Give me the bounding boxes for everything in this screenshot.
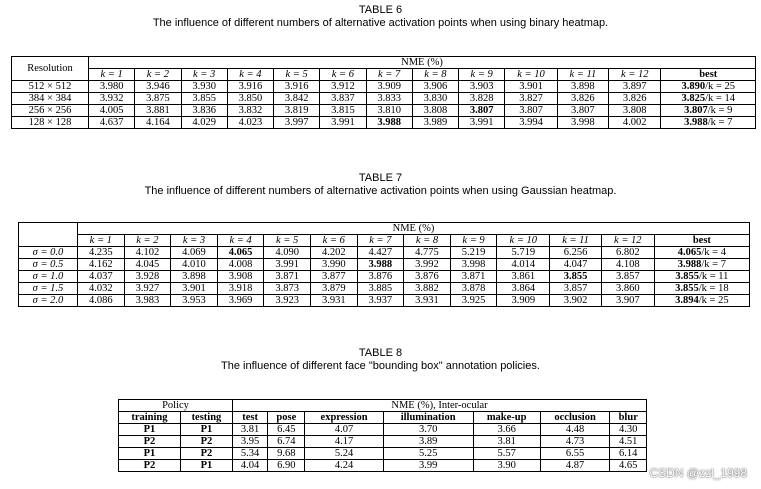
column-header: k = 7 [366, 69, 412, 81]
table-cell: 3.876 [404, 271, 451, 283]
table-cell: 4.17 [305, 436, 383, 448]
table-cell: 3.901 [505, 81, 558, 93]
column-header: k = 1 [89, 69, 135, 81]
table-row [119, 436, 647, 448]
table8-title: TABLE 8 [358, 347, 403, 359]
best-cell [654, 283, 749, 295]
table-cell: 3.946 [135, 81, 181, 93]
table-cell: 3.918 [217, 283, 264, 295]
best-k: /k = 7 [707, 117, 733, 128]
table-cell: 3.871 [264, 271, 311, 283]
row-label: 128 × 128 [12, 117, 89, 129]
table-cell: 4.202 [310, 247, 357, 259]
column-header: k = 12 [601, 235, 654, 247]
table-cell: 3.808 [412, 105, 458, 117]
table-cell: 3.909 [366, 81, 412, 93]
table-cell: 5.57 [473, 448, 540, 460]
row-label: σ = 0.5 [19, 259, 78, 271]
row-label: 256 × 256 [12, 105, 89, 117]
column-header: k = 10 [497, 235, 550, 247]
column-header: k = 8 [404, 235, 451, 247]
watermark: CSDN @zzl_1998 [649, 466, 747, 480]
table-cell: 4.005 [89, 105, 135, 117]
table-cell: 4.065 [217, 247, 264, 259]
table-cell: 4.010 [171, 259, 218, 271]
table-cell: 3.930 [181, 81, 227, 93]
table-cell: 4.24 [305, 460, 383, 472]
row-label: σ = 1.0 [19, 271, 78, 283]
table-cell: 3.857 [550, 283, 602, 295]
table-cell: 4.775 [404, 247, 451, 259]
table-row [19, 271, 750, 283]
best-k: /k = 9 [707, 105, 733, 116]
training-cell: P1 [119, 448, 181, 460]
table-cell: 3.860 [601, 283, 654, 295]
best-cell [654, 295, 749, 307]
table-cell: 3.857 [601, 271, 654, 283]
column-header: k = 2 [135, 69, 181, 81]
best-value: 3.890 [681, 81, 706, 92]
column-header: k = 8 [412, 69, 458, 81]
table-cell: 6.90 [268, 460, 305, 472]
table-cell: 4.51 [610, 436, 647, 448]
column-header: k = 5 [274, 69, 320, 81]
best-k: /k = 7 [701, 259, 726, 270]
table-cell: 3.903 [459, 81, 505, 93]
table-cell: 4.30 [610, 424, 647, 436]
table-cell: 4.014 [497, 259, 550, 271]
table-cell: 9.68 [268, 448, 305, 460]
column-header: expression [305, 412, 383, 424]
table-cell: 5.34 [233, 448, 268, 460]
table-cell: 4.069 [171, 247, 218, 259]
table-cell: 3.931 [404, 295, 451, 307]
table-cell: 3.980 [89, 81, 135, 93]
table-row [119, 460, 647, 472]
table-cell: 3.909 [497, 295, 550, 307]
group-header: NME (%), Inter-ocular [233, 400, 647, 412]
table-cell: 3.998 [557, 117, 608, 129]
row-label: 384 × 384 [12, 93, 89, 105]
group-header: NME (%) [78, 223, 750, 235]
table-cell: 4.07 [305, 424, 383, 436]
table-cell: 3.988 [357, 259, 404, 271]
column-header: k = 4 [217, 235, 264, 247]
table-cell: 6.45 [268, 424, 305, 436]
table-cell: 3.99 [383, 460, 473, 472]
table-cell: 5.25 [383, 448, 473, 460]
table-cell: 6.55 [540, 448, 610, 460]
column-header-row [12, 69, 756, 81]
table-row [19, 259, 750, 271]
table-cell: 3.953 [171, 295, 218, 307]
table-cell: 3.881 [135, 105, 181, 117]
table-cell: 4.032 [78, 283, 125, 295]
table-cell: 3.927 [124, 283, 171, 295]
testing-cell: P2 [180, 448, 232, 460]
column-header: test [233, 412, 268, 424]
table-cell: 3.878 [450, 283, 497, 295]
table-cell: 3.850 [227, 93, 273, 105]
table-cell: 3.827 [505, 93, 558, 105]
column-header: k = 6 [310, 235, 357, 247]
table-cell: 3.855 [550, 271, 602, 283]
table6 [11, 56, 756, 129]
column-header-row [119, 412, 647, 424]
row-header: Resolution [12, 57, 89, 81]
best-cell [661, 81, 756, 93]
table-cell: 3.836 [181, 105, 227, 117]
table-cell: 3.833 [366, 93, 412, 105]
table-cell: 3.861 [497, 271, 550, 283]
policy-column-header: testing [180, 412, 232, 424]
table-row [12, 117, 756, 129]
table-cell: 3.830 [412, 93, 458, 105]
table-cell: 3.819 [274, 105, 320, 117]
training-cell: P2 [119, 460, 181, 472]
table7-title: TABLE 7 [358, 172, 403, 184]
table-cell: 4.102 [124, 247, 171, 259]
table-cell: 4.73 [540, 436, 610, 448]
column-header: k = 9 [450, 235, 497, 247]
best-k: /k = 14 [705, 93, 735, 104]
table-cell: 3.932 [89, 93, 135, 105]
policy-column-header: training [119, 412, 181, 424]
table-body [119, 424, 647, 472]
testing-cell: P1 [180, 460, 232, 472]
best-value: 4.065 [677, 247, 702, 258]
best-value: 3.988 [677, 259, 702, 270]
table-cell: 3.908 [217, 271, 264, 283]
testing-cell: P1 [180, 424, 232, 436]
table-cell: 3.89 [383, 436, 473, 448]
best-k: /k = 25 [705, 81, 735, 92]
table-cell: 3.969 [217, 295, 264, 307]
best-cell [654, 271, 749, 283]
table-row [19, 295, 750, 307]
table-cell: 4.090 [264, 247, 311, 259]
best-value: 3.807 [684, 105, 708, 116]
table-cell: 3.855 [181, 93, 227, 105]
column-header: pose [268, 412, 305, 424]
testing-cell: P2 [180, 436, 232, 448]
column-header: k = 3 [181, 69, 227, 81]
table-cell: 4.029 [181, 117, 227, 129]
best-value: 3.894 [675, 295, 699, 306]
table8-caption: The influence of different face "bounding box" annotation policies. [221, 360, 540, 372]
table-cell: 4.037 [78, 271, 125, 283]
table-cell: 3.95 [233, 436, 268, 448]
best-value: 3.855 [675, 271, 699, 282]
table-cell: 3.871 [450, 271, 497, 283]
table-cell: 3.898 [557, 81, 608, 93]
column-header: k = 9 [459, 69, 505, 81]
column-header: k = 1 [78, 235, 125, 247]
table-cell: 3.828 [459, 93, 505, 105]
table-cell: 3.885 [357, 283, 404, 295]
table-cell: 4.045 [124, 259, 171, 271]
table-cell: 3.90 [473, 460, 540, 472]
best-cell [654, 259, 749, 271]
table-body [12, 81, 756, 129]
table7 [18, 222, 750, 307]
table-cell: 3.898 [171, 271, 218, 283]
row-label: σ = 1.5 [19, 283, 78, 295]
table-cell: 3.826 [557, 93, 608, 105]
column-header: illumination [383, 412, 473, 424]
table-cell: 4.427 [357, 247, 404, 259]
best-value: 3.825 [681, 93, 706, 104]
table-cell: 6.14 [610, 448, 647, 460]
training-cell: P1 [119, 424, 181, 436]
table-cell: 4.002 [608, 117, 661, 129]
row-header [19, 223, 78, 247]
best-value: 3.988 [684, 117, 708, 128]
table-cell: 3.937 [357, 295, 404, 307]
column-header: k = 2 [124, 235, 171, 247]
column-header: blur [610, 412, 647, 424]
table-cell: 3.931 [310, 295, 357, 307]
column-header: k = 6 [320, 69, 366, 81]
table7-caption: The influence of different numbers of alternative activation points when using Gaussian heatmap. [144, 185, 617, 197]
table-cell: 3.991 [459, 117, 505, 129]
table6-caption: The influence of different numbers of alternative activation points when using binary heatmap. [152, 17, 609, 29]
best-k: /k = 18 [698, 283, 729, 294]
table-cell: 4.162 [78, 259, 125, 271]
column-header-row [19, 235, 750, 247]
table-cell: 3.826 [608, 93, 661, 105]
table-row [12, 81, 756, 93]
table-row [119, 448, 647, 460]
table-cell: 4.48 [540, 424, 610, 436]
best-cell [654, 247, 749, 259]
table-cell: 3.808 [608, 105, 661, 117]
table-cell: 3.983 [124, 295, 171, 307]
best-k: /k = 25 [698, 295, 729, 306]
table-cell: 5.219 [450, 247, 497, 259]
table-cell: 3.66 [473, 424, 540, 436]
table-cell: 3.81 [233, 424, 268, 436]
best-value: 3.855 [675, 283, 699, 294]
column-header: occlusion [540, 412, 610, 424]
table-cell: 3.807 [505, 105, 558, 117]
table-cell: 3.928 [124, 271, 171, 283]
best-k: /k = 4 [701, 247, 726, 258]
table-cell: 3.923 [264, 295, 311, 307]
table-cell: 3.897 [608, 81, 661, 93]
table-row [19, 247, 750, 259]
table-cell: 3.998 [450, 259, 497, 271]
table-cell: 3.989 [412, 117, 458, 129]
table-cell: 3.988 [366, 117, 412, 129]
table-cell: 4.87 [540, 460, 610, 472]
table-cell: 4.65 [610, 460, 647, 472]
table-cell: 3.879 [310, 283, 357, 295]
table-cell: 4.023 [227, 117, 273, 129]
column-header: k = 12 [608, 69, 661, 81]
table-cell: 3.925 [450, 295, 497, 307]
table-cell: 4.164 [135, 117, 181, 129]
table-cell: 4.108 [601, 259, 654, 271]
table-cell: 3.873 [264, 283, 311, 295]
column-header: k = 5 [264, 235, 311, 247]
table-cell: 4.235 [78, 247, 125, 259]
table-cell: 4.008 [217, 259, 264, 271]
column-header: k = 11 [550, 235, 602, 247]
table-cell: 3.832 [227, 105, 273, 117]
table-cell: 3.991 [320, 117, 366, 129]
table-cell: 3.916 [227, 81, 273, 93]
table-cell: 4.047 [550, 259, 602, 271]
table-cell: 3.837 [320, 93, 366, 105]
table-cell: 3.992 [404, 259, 451, 271]
table-cell: 3.916 [274, 81, 320, 93]
table-cell: 5.719 [497, 247, 550, 259]
column-header: k = 3 [171, 235, 218, 247]
column-header: k = 7 [357, 235, 404, 247]
best-cell [661, 93, 756, 105]
column-header: k = 11 [557, 69, 608, 81]
table-cell: 3.901 [171, 283, 218, 295]
best-column-header: best [654, 235, 749, 247]
table-cell: 3.81 [473, 436, 540, 448]
table6-title: TABLE 6 [358, 4, 403, 16]
table-row [119, 424, 647, 436]
row-label: σ = 0.0 [19, 247, 78, 259]
training-cell: P2 [119, 436, 181, 448]
table-cell: 3.70 [383, 424, 473, 436]
table-cell: 3.877 [310, 271, 357, 283]
table-cell: 3.902 [550, 295, 602, 307]
best-cell [661, 105, 756, 117]
table-cell: 3.810 [366, 105, 412, 117]
group-header: NME (%) [89, 57, 756, 69]
column-header: k = 4 [227, 69, 273, 81]
table-cell: 3.990 [310, 259, 357, 271]
table-cell: 5.24 [305, 448, 383, 460]
table-body [19, 247, 750, 307]
table-cell: 3.994 [505, 117, 558, 129]
table-cell: 3.807 [557, 105, 608, 117]
table-cell: 6.74 [268, 436, 305, 448]
table-cell: 4.637 [89, 117, 135, 129]
policy-header: Policy [119, 400, 233, 412]
table-row [12, 93, 756, 105]
column-header: make-up [473, 412, 540, 424]
table-cell: 3.912 [320, 81, 366, 93]
table-cell: 3.807 [459, 105, 505, 117]
table-cell: 3.815 [320, 105, 366, 117]
table-cell: 3.842 [274, 93, 320, 105]
table-cell: 3.991 [264, 259, 311, 271]
table-cell: 3.864 [497, 283, 550, 295]
table-cell: 4.086 [78, 295, 125, 307]
best-k: /k = 11 [698, 271, 729, 282]
table-row [12, 105, 756, 117]
table-cell: 3.875 [135, 93, 181, 105]
table-cell: 3.997 [274, 117, 320, 129]
table-cell: 3.876 [357, 271, 404, 283]
row-label: σ = 2.0 [19, 295, 78, 307]
table-row [19, 283, 750, 295]
table-cell: 3.882 [404, 283, 451, 295]
table-cell: 4.04 [233, 460, 268, 472]
table8 [118, 399, 647, 472]
best-cell [661, 117, 756, 129]
column-header: k = 10 [505, 69, 558, 81]
best-column-header: best [661, 69, 756, 81]
table-cell: 6.802 [601, 247, 654, 259]
table-cell: 6.256 [550, 247, 602, 259]
table-cell: 3.906 [412, 81, 458, 93]
row-label: 512 × 512 [12, 81, 89, 93]
table-cell: 3.907 [601, 295, 654, 307]
